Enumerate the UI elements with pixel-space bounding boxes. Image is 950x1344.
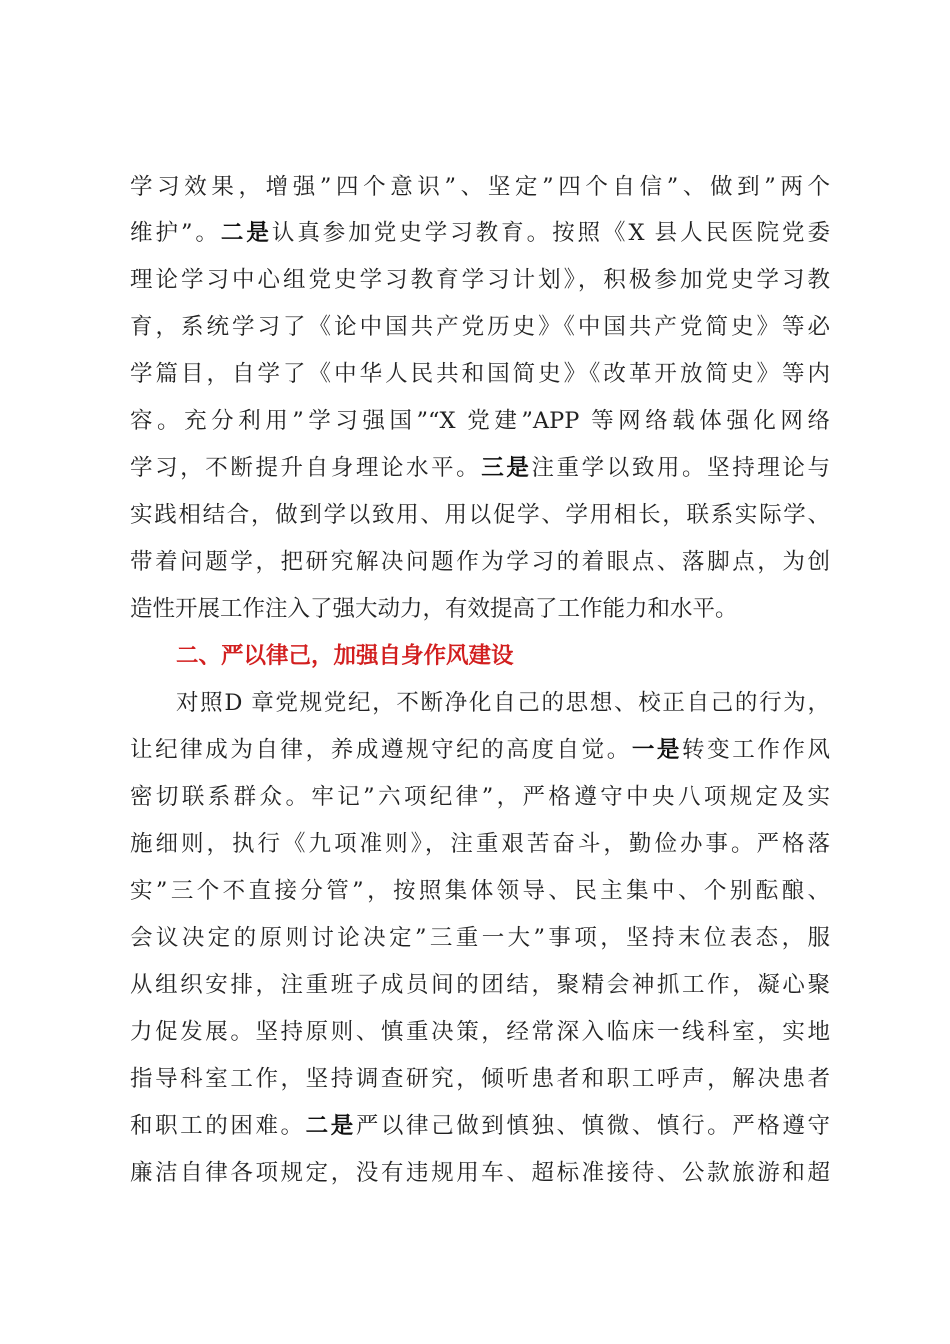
body-text-line — [130, 351, 830, 397]
text-segment: 廉洁自律各项规定，没有违规用车、超标准接待、公款旅游和超 — [130, 1160, 830, 1186]
text-segment: 从组织安排，注重班子成员间的团结，聚精会神抓工作，凝心聚 — [130, 972, 830, 998]
text-segment: 造性开展工作注入了强大动力，有效提高了工作能力和水平。 — [130, 596, 738, 622]
text-segment: 会议决定的原则讨论决定”三重一大”事项，坚持末位表态，服 — [130, 925, 830, 951]
emphasis-keyword: 二是 — [220, 220, 272, 246]
text-segment: 对照D 章党规党纪，不断净化自己的思想、校正自己的行为， — [176, 690, 830, 716]
text-segment: 和职工的困难。 — [130, 1113, 306, 1139]
section-heading: 二、严以律己，加强自身作风建设 — [176, 643, 514, 669]
body-text-line — [130, 915, 830, 961]
body-text-line — [130, 445, 830, 491]
text-segment: 学习效果，增强”四个意识”、坚定”四个自信”、做到”两个 — [130, 174, 830, 200]
body-text-line — [130, 257, 830, 303]
body-text-line — [130, 1009, 830, 1055]
body-text-line — [130, 492, 830, 538]
body-text-line — [130, 1103, 830, 1149]
text-segment: 带着问题学，把研究解决问题作为学习的着眼点、落脚点，为创 — [130, 549, 830, 575]
text-segment: 认真参加党史学习教育。按照《X 县人民医院党委 — [271, 220, 830, 246]
text-segment: 学篇目，自学了《中华人民共和国简史》《改革开放简史》等内 — [130, 361, 830, 387]
body-text-line — [130, 304, 830, 350]
text-segment: 注重学以致用。坚持理论与 — [531, 455, 830, 481]
text-segment: 容。充分利用”学习强国”“X 党建”APP 等网络载体强化网络 — [130, 408, 830, 434]
emphasis-keyword: 一是 — [631, 737, 683, 763]
text-segment: 严以律己做到慎独、慎微、慎行。严格遵守 — [355, 1113, 830, 1139]
text-segment: 育，系统学习了《论中国共产党历史》《中国共产党简史》等必 — [130, 314, 830, 340]
text-segment: 实践相结合，做到学以致用、用以促学、学用相长，联系实际学、 — [130, 502, 830, 528]
emphasis-keyword: 三是 — [481, 455, 532, 481]
body-text-line — [130, 1056, 830, 1102]
body-text-line — [130, 210, 830, 256]
text-segment: 实”三个不直接分管”，按照集体领导、民主集中、个别酝酿、 — [130, 878, 830, 904]
body-text-line — [130, 774, 830, 820]
body-text-line — [130, 821, 830, 867]
body-text-line — [130, 539, 830, 585]
text-segment: 转变工作作风 — [682, 737, 830, 763]
emphasis-keyword: 二是 — [305, 1113, 356, 1139]
paragraph-first-line — [176, 680, 830, 726]
body-text-line — [130, 868, 830, 914]
body-text-line — [130, 586, 830, 632]
body-text-line — [130, 164, 830, 210]
body-text-line — [130, 962, 830, 1008]
body-text-line — [130, 727, 830, 773]
body-text-line — [130, 398, 830, 444]
text-segment: 密切联系群众。牢记”六项纪律”，严格遵守中央八项规定及实 — [130, 784, 830, 810]
text-segment: 让纪律成为自律，养成遵规守纪的高度自觉。 — [130, 737, 632, 763]
text-segment: 理论学习中心组党史学习教育学习计划》，积极参加党史学习教 — [130, 267, 830, 293]
body-text-line — [130, 1150, 830, 1196]
text-segment: 力促发展。坚持原则、慎重决策，经常深入临床一线科室，实地 — [130, 1019, 830, 1045]
text-segment: 学习，不断提升自身理论水平。 — [130, 455, 482, 481]
text-segment: 施细则，执行《九项准则》，注重艰苦奋斗，勤俭办事。严格落 — [130, 831, 830, 857]
text-segment: 指导科室工作，坚持调查研究，倾听患者和职工呼声，解决患者 — [130, 1066, 830, 1092]
text-segment: 维护”。 — [130, 220, 221, 246]
